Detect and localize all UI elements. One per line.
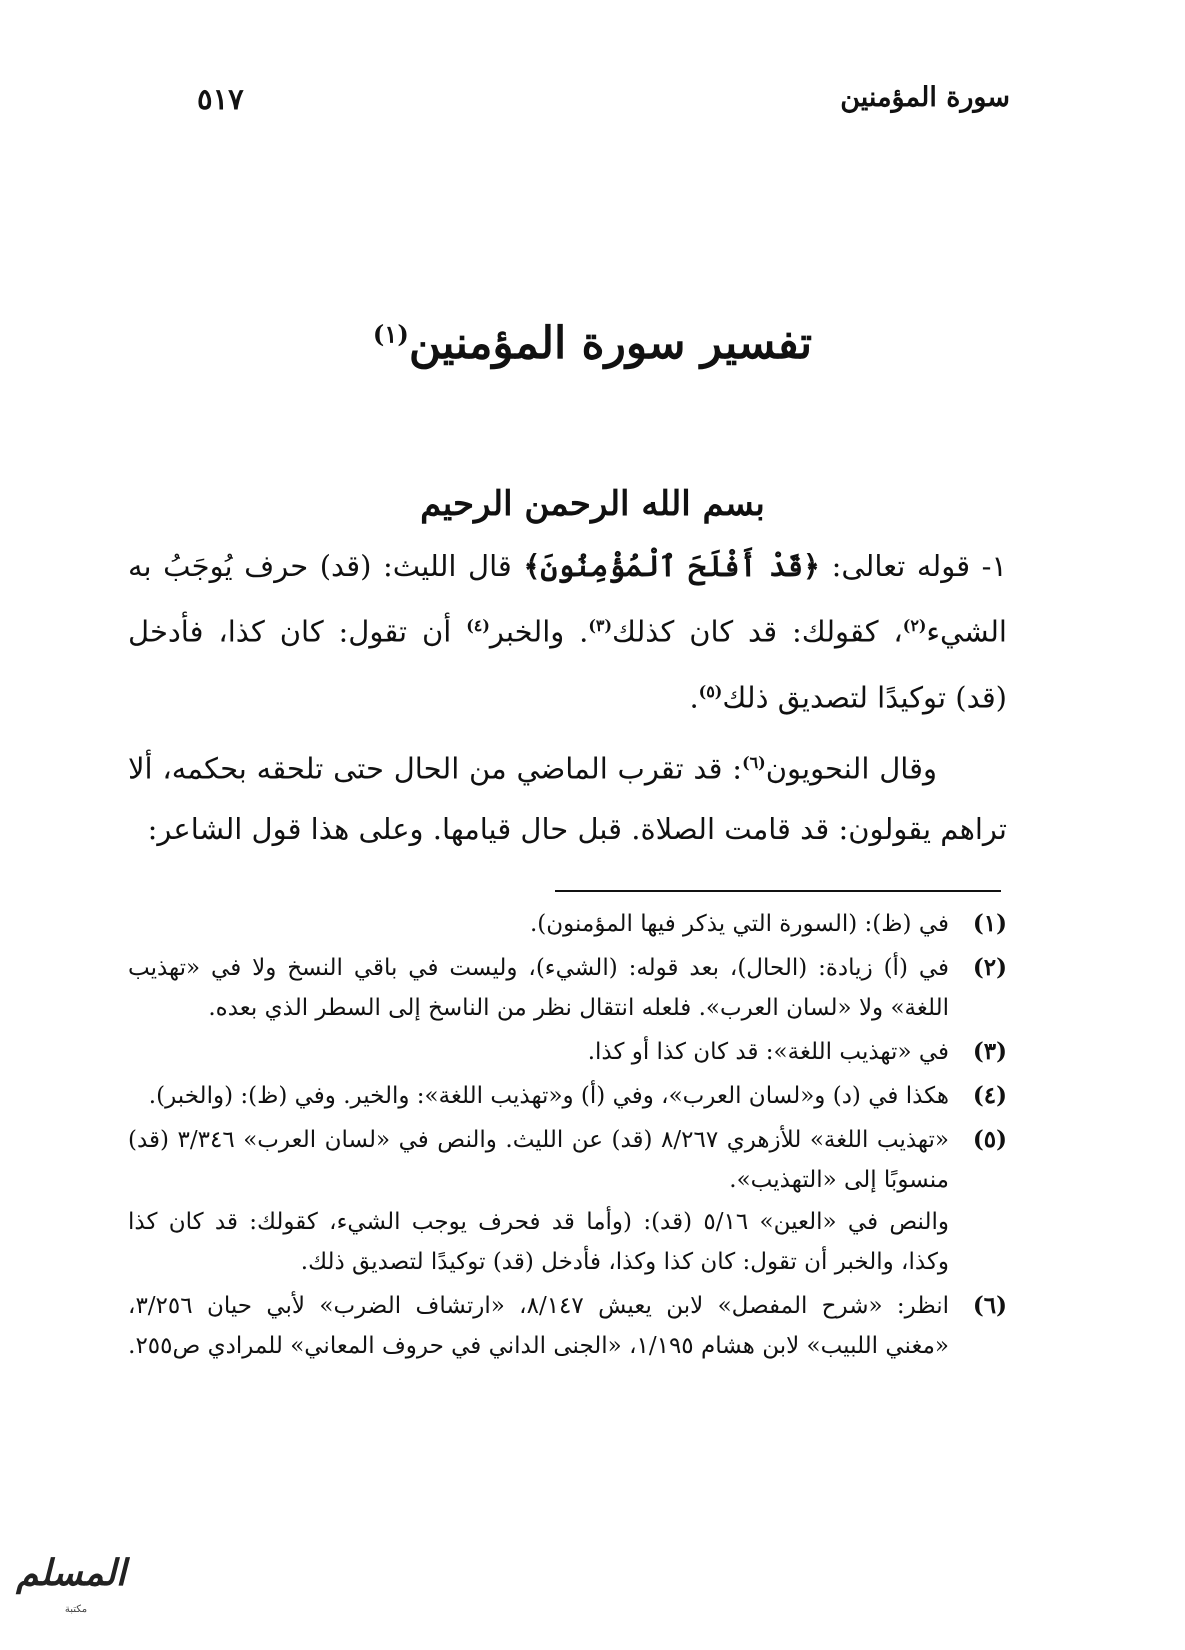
text-run: : قد تقرب الماضي من الحال حتى تلحقه بحكمه، ألا تراهم يقولون: قد قامت الصلاة. قبل حال قيامها. وعلى هذا قول الشاعر:: [128, 751, 1007, 846]
footnote-text: انظر: «شرح المفصل» لابن يعيش ٨/١٤٧، «ارتشاف الضرب» لأبي حيان ٣/٢٥٦، «مغني اللبيب» لابن هشام ١/١٩٥، «الجنى الداني في حروف المعاني» للمرادي ص٢٥٥.: [128, 1293, 949, 1359]
surah-title-text: تفسير سورة المؤمنين: [408, 318, 813, 369]
text-run: قال الليث: (قد) حرف يُوجَبُ به الشيء: [128, 549, 1007, 649]
footnote-continuation: والنص في «العين» ٥/١٦ (قد): (وأما قد فحرف يوجب الشيء، كقولك: قد كان كذا وكذا، والخبر أن تقول: كان كذا وكذا، فأدخل (قد) توكيدًا لتصديق ذلك.: [128, 1209, 949, 1275]
footnote-6: [128, 1286, 1007, 1366]
paragraph-1: [128, 536, 1007, 727]
library-watermark-logo: [6, 1548, 146, 1628]
footnote-number: (٤): [972, 1082, 1007, 1109]
basmala: بسم الله الرحمن الرحيم: [420, 484, 765, 524]
footnote-number: (٦): [972, 1292, 1007, 1319]
footnote-text: «تهذيب اللغة» للأزهري ٨/٢٦٧ (قد) عن الليث. والنص في «لسان العرب» ٣/٣٤٦ (قد) منسوبًا إلى «التهذيب».: [128, 1127, 949, 1193]
text-run: . والخبر: [489, 614, 589, 649]
footnote-2: [128, 948, 1007, 1028]
footnote-number: (١): [972, 910, 1007, 937]
quran-verse: ﴿قَدْ أَفْلَحَ ٱلْمُؤْمِنُونَ﴾: [523, 549, 821, 583]
footnote-5: [128, 1120, 1007, 1282]
paragraph-2: [128, 733, 1007, 859]
footnote-number: (٥): [972, 1126, 1007, 1153]
running-title: سورة المؤمنين: [840, 82, 1010, 113]
page-number: ٥١٧: [197, 82, 244, 116]
text-run: .: [689, 680, 699, 715]
text-run: ، كقولك: قد كان كذلك: [612, 614, 903, 649]
footnote-ref-3[interactable]: (٣): [588, 616, 613, 635]
watermark-subtext: مكتبة: [64, 1604, 88, 1615]
main-text: [128, 536, 1007, 859]
footnote-4: [128, 1076, 1007, 1116]
footnote-number: (٢): [972, 954, 1007, 981]
footnote-text: في (أ) زيادة: (الحال)، بعد قوله: (الشيء)، وليست في باقي النسخ ولا في «تهذيب اللغة» ولا «لسان العرب». فلعله انتقال نظر من الناسخ إلى السطر الذي بعده.: [128, 955, 949, 1021]
text-run: ١- قوله تعالى:: [820, 549, 1007, 583]
footnote-ref-6[interactable]: (٦): [742, 753, 766, 773]
footnote-text: في (ظ): (السورة التي يذكر فيها المؤمنون).: [530, 911, 949, 937]
footnote-1: [128, 904, 1007, 944]
footnote-text: في «تهذيب اللغة»: قد كان كذا أو كذا.: [587, 1039, 949, 1065]
footnote-text: هكذا في (د) و«لسان العرب»، وفي (أ) و«تهذيب اللغة»: والخير. وفي (ظ): (والخبر).: [148, 1083, 949, 1109]
text-run: أن تقول: كان كذا، فأدخل (قد) توكيدًا لتصديق ذلك: [128, 614, 1007, 715]
footnotes-section: [128, 904, 1007, 1370]
surah-title: [0, 318, 1185, 369]
running-header: [175, 82, 1010, 122]
footnote-divider: [555, 890, 1001, 892]
footnote-ref-1[interactable]: (١): [372, 319, 409, 349]
footnote-3: [128, 1032, 1007, 1072]
watermark-text: المسلم: [16, 1552, 126, 1594]
footnote-ref-4[interactable]: (٤): [466, 616, 490, 635]
footnote-ref-5[interactable]: (٥): [698, 681, 723, 701]
text-run: وقال النحويون: [765, 751, 937, 786]
footnote-number: (٣): [972, 1038, 1007, 1065]
footnote-ref-2[interactable]: (٢): [902, 616, 927, 635]
